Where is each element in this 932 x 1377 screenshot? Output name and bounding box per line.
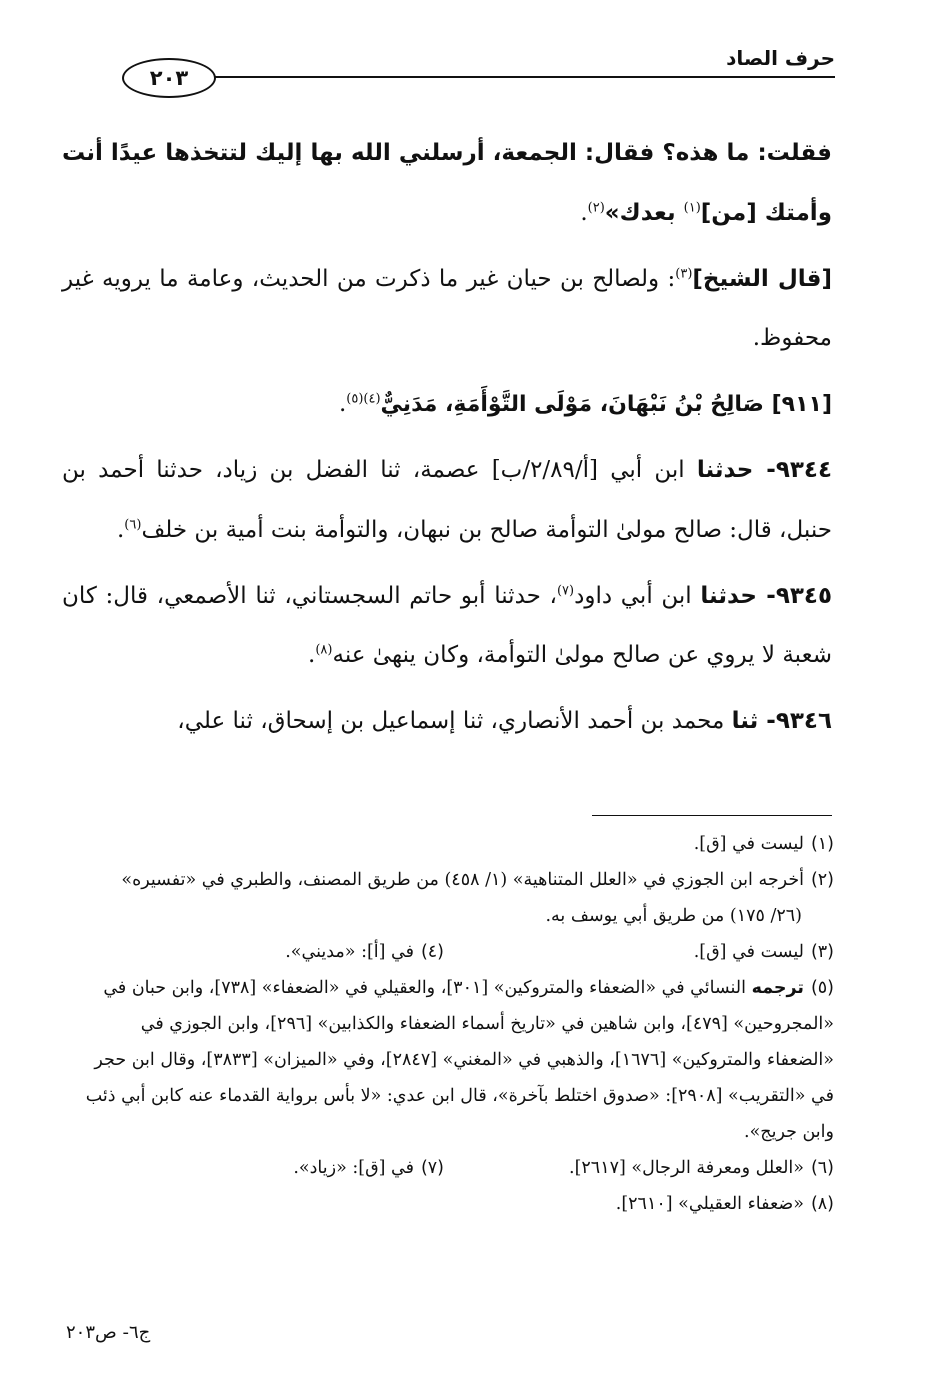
main-text xyxy=(62,124,832,758)
hadith-end: . xyxy=(308,642,316,669)
footnote-5 xyxy=(74,970,834,1150)
hadith-text-cont: ، حدثنا أبو حاتم السجستاني، ثنا الأصمعي، قال: كان شعبة لا يروي عن صالح مولىٰ التوأمة، وكان ينهىٰ عنه xyxy=(62,582,832,669)
footnote-text: ليست في [ق]. xyxy=(693,942,804,962)
footnote-4 xyxy=(285,934,444,970)
hadith-text: محمد بن أحمد الأنصاري، ثنا إسماعيل بن إسحاق، ثنا علي، xyxy=(177,708,732,735)
footnote-text: «ضعفاء العقيلي» [٢٦١٠]. xyxy=(615,1194,804,1214)
hadith-number: ٩٣٤٦- xyxy=(758,708,832,735)
footnote-text: النسائي في «الضعفاء والمتروكين» [٣٠١]، والعقيلي في «الضعفاء» [٧٣٨]، وابن حبان في «المجروحين» [٤٧٩]، وابن شاهين في «تاريخ أسماء الضعفاء والكذابين» [٢٩٦]، وابن الجوزي في «الضعفاء والمتروكين» [١٦٧٦]، والذهبي في «المغني» [٢٨٤٧]، وفي «الميزان» [٣٨٣٣]، وقال ابن حجر في «التقريب» [٢٩٠٨]: «صدوق اختلط بآخرة»، قال ابن عدي: «لا بأس برواية القدماء عنه كابن أبي ذئب وابن جريج». xyxy=(85,978,834,1142)
hadith-9344 xyxy=(62,441,832,561)
footnote-text: ليست في [ق]. xyxy=(693,834,804,854)
footnote-number: (٤) xyxy=(420,942,444,962)
footnote-ref-7: (٧) xyxy=(556,582,575,598)
footnote-text: في [أ]: «مديني». xyxy=(285,942,414,962)
hadith-text: ابن أبي [أ/٢/٨٩/ب] عصمة، ثنا الفضل بن زياد، حدثنا أحمد بن حنبل، قال: صالح مولىٰ التوأمة صالح بن نبهان، والتوأمة بنت أمية بن خلف xyxy=(62,456,832,543)
volume-page-reference: ج٦- ص٢٠٣ xyxy=(66,1322,151,1343)
footnote-number: (٢) xyxy=(810,870,834,890)
paragraph-2-lead: [قال الشيخ] xyxy=(692,265,832,292)
paragraph-1 xyxy=(62,124,832,244)
footnote-ref-8: (٨) xyxy=(315,642,333,658)
footnote-rule xyxy=(592,815,832,816)
footnote-number: (٧) xyxy=(420,1158,444,1178)
hadith-lead: حدثنا xyxy=(696,456,754,483)
footnote-7 xyxy=(293,1150,444,1186)
footnote-number: (٨) xyxy=(810,1194,834,1214)
footnote-2-cont xyxy=(74,898,834,934)
footnote-text: في [ق]: «زياد». xyxy=(293,1158,414,1178)
footnote-row-3-4 xyxy=(74,934,834,970)
hadith-number: ٩٣٤٥- xyxy=(756,582,832,609)
footnote-text: «العلل ومعرفة الرجال» [٢٦١٧]. xyxy=(569,1158,804,1178)
footnote-ref-1: (١) xyxy=(683,200,701,216)
footnote-number: (١) xyxy=(810,834,834,854)
footnote-6 xyxy=(444,1150,834,1186)
paragraph-1-end: . xyxy=(580,199,588,226)
chapter-title: حرف الصاد xyxy=(726,46,835,70)
page-number: ٢٠٣ xyxy=(122,58,216,98)
page-header xyxy=(60,40,835,100)
entry-heading-text: [٩١١] صَالِحُ بْنُ نَبْهَانَ، مَوْلَى التَّوْأَمَةِ، مَدَنِيٌّ xyxy=(380,392,832,418)
hadith-9345 xyxy=(62,567,832,687)
header-rule xyxy=(200,76,835,78)
footnote-number: (٦) xyxy=(810,1158,834,1178)
footnote-3 xyxy=(444,934,834,970)
paragraph-2 xyxy=(62,250,832,370)
footnote-number: (٣) xyxy=(810,942,834,962)
hadith-end: . xyxy=(116,516,125,543)
entry-heading-end: . xyxy=(338,391,347,418)
footnote-1 xyxy=(74,826,834,862)
hadith-text: ابن أبي داود xyxy=(574,582,701,609)
footnote-2 xyxy=(74,862,834,898)
hadith-number: ٩٣٤٤- xyxy=(753,456,832,483)
footnote-ref-4-5: (٤)(٥) xyxy=(346,391,381,407)
paragraph-1-text: فقلت: ما هذه؟ فقال: الجمعة، أرسلني الله بها إليك لتتخذها عيدًا أنت وأمتك [من] xyxy=(62,140,832,226)
paragraph-2-text: : ولصالح بن حيان غير ما ذكرت من الحديث، وعامة ما يرويه غير محفوظ. xyxy=(62,265,832,352)
footnote-text: أخرجه ابن الجوزي في «العلل المتناهية» (١/ ٤٥٨) من طريق المصنف، والطبري في «تفسيره» xyxy=(121,870,804,890)
paragraph-1-tail: بعدك» xyxy=(604,199,684,226)
footnote-text: (٢٦/ ١٧٥) من طريق أبي يوسف به. xyxy=(545,906,802,926)
entry-heading xyxy=(62,375,832,435)
hadith-9346 xyxy=(62,692,832,752)
footnote-8 xyxy=(74,1186,834,1222)
footnote-row-6-7 xyxy=(74,1150,834,1186)
footnotes xyxy=(74,826,834,1222)
footnote-lead: ترجمه xyxy=(751,978,804,998)
footnote-ref-2: (٢) xyxy=(587,200,605,216)
hadith-lead: حدثنا xyxy=(700,582,757,609)
footnote-number: (٥) xyxy=(810,978,834,998)
footnote-ref-6: (٦) xyxy=(124,517,142,533)
footnote-ref-3: (٣) xyxy=(675,265,693,281)
hadith-lead: ثنا xyxy=(731,708,759,735)
